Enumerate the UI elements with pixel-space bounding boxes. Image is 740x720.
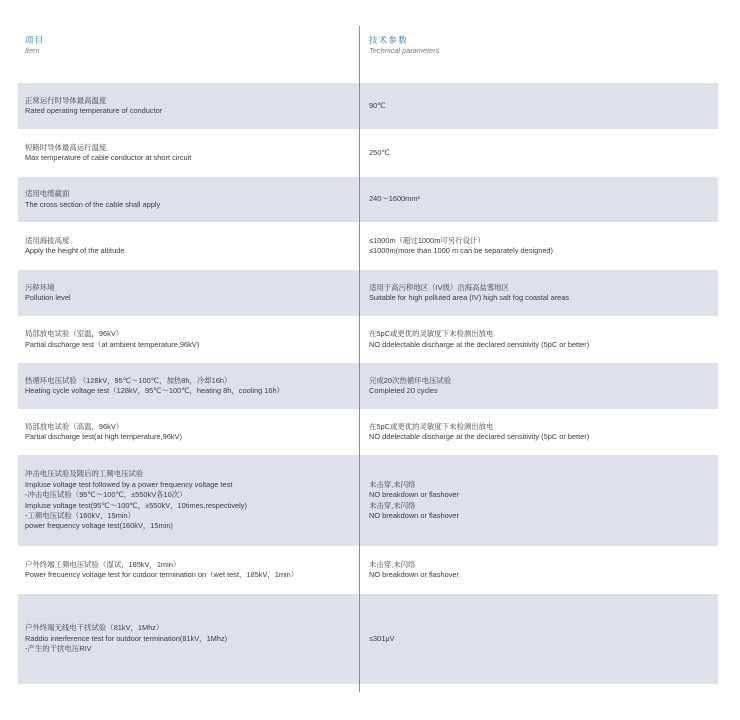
item-cell xyxy=(18,177,359,222)
param-cell xyxy=(359,177,718,222)
param-text: NO breakdown or flashover xyxy=(369,570,459,579)
param-text: 未击穿,未闪络 xyxy=(369,559,416,569)
item-text: Partial discharge test(at high temperature,96kV) xyxy=(25,432,182,441)
item-text: Max temperature of cable conductor at short circuit xyxy=(25,153,192,162)
item-cell xyxy=(18,363,359,409)
param-cell xyxy=(359,129,718,177)
param-header-en: Technical parameters xyxy=(369,46,440,55)
item-cell xyxy=(18,83,359,129)
item-text: 适用电缆截面 xyxy=(25,189,70,199)
param-text: 未击穿,未闪络 xyxy=(369,479,416,489)
table-row xyxy=(18,546,718,594)
param-text: ≤1000m（超过1000m可另行设计） xyxy=(369,235,485,245)
table-body xyxy=(18,83,718,684)
item-text: 短路时导体最高运行温度 xyxy=(25,142,107,152)
param-text: 适用于高污秽地区（IV级）沿海高盐雾地区 xyxy=(369,282,510,292)
item-text: The cross section of the cable shall apply xyxy=(25,199,161,209)
item-text: 冲击电压试验及随后的工频电压试验 xyxy=(25,469,144,479)
item-text: 局部放电试验（室温，96kV） xyxy=(25,329,124,339)
param-text: 250℃ xyxy=(369,147,390,157)
item-text: 户外终端无线电干扰试验（81kV，1Mhz） xyxy=(25,623,164,633)
item-text: Impluse voltage test followed by a power frequency voltage test xyxy=(25,479,233,489)
param-header xyxy=(359,26,718,83)
param-text: NO ddelectable discharge at the declared sensitivity (5pC or better) xyxy=(369,339,590,349)
param-header-cn: 技术参数 xyxy=(369,35,409,45)
param-cell xyxy=(359,363,718,409)
param-cell xyxy=(359,222,718,270)
item-cell xyxy=(18,455,359,546)
param-cell xyxy=(359,83,718,129)
item-text: -冲击电压试验（95℃～100℃，±550kV各10次） xyxy=(25,490,187,500)
item-cell xyxy=(18,222,359,270)
table-row xyxy=(18,455,718,546)
table-header xyxy=(18,26,718,83)
param-text: 240～1600mm² xyxy=(369,194,420,204)
param-text: Completed 20 cycles xyxy=(369,386,438,395)
item-cell xyxy=(18,129,359,177)
param-cell xyxy=(359,409,718,455)
param-text: 90℃ xyxy=(369,100,386,110)
param-cell xyxy=(359,316,718,363)
item-text: power frequency voltage test(160kV，15min) xyxy=(25,521,173,531)
item-text: 局部放电试验（高温，96kV） xyxy=(25,421,124,431)
item-text: Raddio interference test for outdoor termination(81kV，1Mhz) xyxy=(25,633,228,643)
param-text: NO breakdown or flashover xyxy=(369,510,459,520)
param-text: ≤1000m(more than 1000 m can be separately designed) xyxy=(369,246,554,255)
param-text: 在5pC或更优的灵敏度下未检测出放电 xyxy=(369,329,494,339)
item-text: 污秽环境 xyxy=(25,282,55,292)
param-text: 完成20次热循环电压试验 xyxy=(369,375,452,385)
spec-table xyxy=(18,26,718,684)
item-text: Heating cycle voltage test（128kV，95℃～100℃，heating 8h，cooling 16h） xyxy=(25,386,284,395)
param-text: ≤301μV xyxy=(369,633,395,643)
param-cell xyxy=(359,546,718,594)
item-text: Pollution level xyxy=(25,293,71,302)
table-row xyxy=(18,594,718,684)
item-header-en: Item xyxy=(25,46,40,55)
item-text: 适用海拔高度 xyxy=(25,235,70,245)
item-text: Apply the height of the altitude xyxy=(25,246,125,255)
param-text: 在5pC或更优的灵敏度下未检测出放电 xyxy=(369,421,494,431)
item-header xyxy=(18,26,359,83)
item-cell xyxy=(18,316,359,363)
param-text: NO breakdown or flashover xyxy=(369,490,459,500)
item-text: 户外终端工频电压试验（湿试，185kV，1min） xyxy=(25,559,181,569)
item-text: -产生的干扰电压RIV xyxy=(25,644,92,654)
item-text: Power frecuency voltage test for cutdoor termination on（wet test，185kV，1min） xyxy=(25,570,299,579)
table-row xyxy=(18,83,718,129)
param-text: Suitable for high polluted area (IV) high salt fog coastal areas xyxy=(369,293,570,302)
item-text: 热循环电压试验 （128kV，95℃～100℃，加热8h，冷却16h） xyxy=(25,375,232,385)
column-divider xyxy=(359,26,360,692)
table-row xyxy=(18,270,718,316)
table-row xyxy=(18,316,718,363)
item-text: Impluse voltage test(95℃～100℃，±550kV，10times,respectively) xyxy=(25,500,247,510)
item-text: Partial discharge test（at ambient temperature,96kV) xyxy=(25,339,200,349)
param-text: NO ddelectable discharge at the declared sensitivity (5pC or better) xyxy=(369,432,590,441)
table-row xyxy=(18,363,718,409)
param-cell xyxy=(359,455,718,546)
item-header-cn: 项目 xyxy=(25,35,45,45)
table-row xyxy=(18,177,718,222)
table-row xyxy=(18,409,718,455)
table-row xyxy=(18,222,718,270)
item-cell xyxy=(18,594,359,684)
table-row xyxy=(18,129,718,177)
item-text: 正常运行时导体最高温度 xyxy=(25,95,107,105)
param-cell xyxy=(359,594,718,684)
item-text: -工频电压试验（160kV，15min） xyxy=(25,510,136,520)
param-cell xyxy=(359,270,718,316)
item-cell xyxy=(18,270,359,316)
item-text: Rated operating temperature of conductor xyxy=(25,106,163,115)
item-cell xyxy=(18,546,359,594)
param-text: 未击穿,未闪络 xyxy=(369,500,416,510)
item-cell xyxy=(18,409,359,455)
